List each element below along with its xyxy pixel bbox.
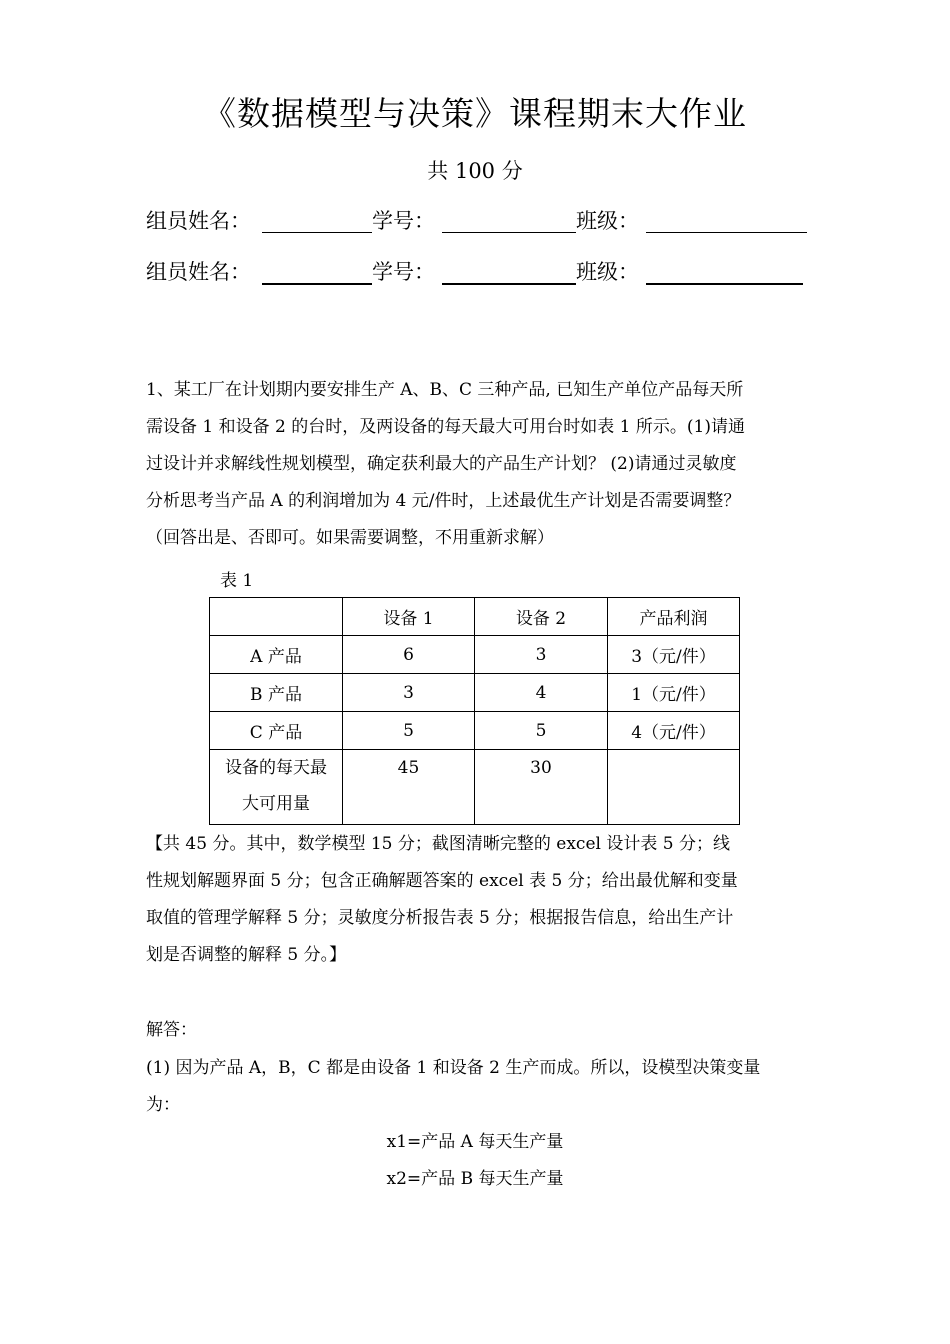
class-blank[interactable] [646, 283, 803, 285]
table-header-row [210, 598, 740, 636]
table-cell: 5 [343, 712, 475, 750]
paragraph-line: 为： [146, 1095, 180, 1115]
table-cell: 3 [475, 636, 608, 674]
table-cell [210, 750, 343, 825]
cell-line: 大可用量 [242, 794, 310, 814]
table-header-cell: 产品利润 [608, 598, 740, 636]
table-cell: 45 [343, 750, 475, 825]
table-header-cell: 设备 2 [475, 598, 608, 636]
table-header-cell [210, 598, 343, 636]
member-name-blank[interactable] [262, 232, 372, 233]
page-title: 《数据模型与决策》课程期末大作业 [203, 94, 747, 133]
paragraph-line: 取值的管理学解释 5 分；灵敏度分析报告表 5 分；根据报告信息，给出生产计 [146, 908, 734, 928]
table-row [210, 636, 740, 674]
table-cell: A 产品 [210, 636, 343, 674]
table-cell: B 产品 [210, 674, 343, 712]
student-id-blank[interactable] [442, 232, 576, 233]
answer-intro [146, 1050, 812, 1124]
table-cell: 4 [475, 674, 608, 712]
paragraph-line: 性规划解题界面 5 分；包含正确解题答案的 excel 表 5 分；给出最优解和变量 [146, 871, 738, 891]
table-row [210, 750, 740, 825]
table-cell: 30 [475, 750, 608, 825]
paragraph-line: 需设备 1 和设备 2 的台时，及两设备的每天最大可用台时如表 1 所示。(1)请通 [146, 417, 745, 437]
paragraph-line: （回答出是、否即可。如果需要调整，不用重新求解） [146, 528, 554, 548]
answer-heading: 解答： [146, 1020, 197, 1040]
student-id-blank[interactable] [442, 283, 576, 285]
table-row [210, 674, 740, 712]
student-id-label: 学号： [372, 209, 435, 233]
member-name-blank[interactable] [262, 283, 372, 285]
question-1-text [146, 372, 812, 557]
paragraph-line: 过设计并求解线性规划模型，确定获利最大的产品生产计划？ (2)请通过灵敏度 [146, 454, 737, 474]
class-blank[interactable] [646, 232, 807, 233]
table-row [210, 712, 740, 750]
table-cell: 5 [475, 712, 608, 750]
paragraph-line: 【共 45 分。其中，数学模型 15 分；截图清晰完整的 excel 设计表 5 分；线 [146, 834, 730, 854]
cell-line: 设备的每天最 [225, 758, 327, 778]
member-name-label: 组员姓名： [146, 260, 251, 284]
class-label: 班级： [576, 260, 639, 284]
table-cell: 3（元/件） [608, 636, 740, 674]
scoring-text [146, 826, 812, 974]
variable-definition: x1=产品 A 每天生产量 [386, 1132, 564, 1152]
table-cell [608, 750, 740, 825]
total-score: 共 100 分 [427, 159, 523, 183]
table-cell: 4（元/件） [608, 712, 740, 750]
table-cell: 1（元/件） [608, 674, 740, 712]
paragraph-line: 1、某工厂在计划期内要安排生产 A、B、C 三种产品, 已知生产单位产品每天所 [146, 380, 744, 400]
table-cell: 6 [343, 636, 475, 674]
class-label: 班级： [576, 209, 639, 233]
paragraph-line: 分析思考当产品 A 的利润增加为 4 元/件时，上述最优生产计划是否需要调整？ [146, 491, 741, 511]
member-name-label: 组员姓名： [146, 209, 251, 233]
paragraph-line: 划是否调整的解释 5 分。】 [146, 945, 347, 965]
student-id-label: 学号： [372, 260, 435, 284]
table-cell: C 产品 [210, 712, 343, 750]
table-cell: 3 [343, 674, 475, 712]
table-1 [209, 597, 740, 825]
table-header-cell: 设备 1 [343, 598, 475, 636]
paragraph-line: (1) 因为产品 A，B，C 都是由设备 1 和设备 2 生产而成。所以，设模型决策变量 [146, 1058, 761, 1078]
table-caption: 表 1 [220, 571, 254, 591]
variable-definition: x2=产品 B 每天生产量 [386, 1169, 564, 1189]
